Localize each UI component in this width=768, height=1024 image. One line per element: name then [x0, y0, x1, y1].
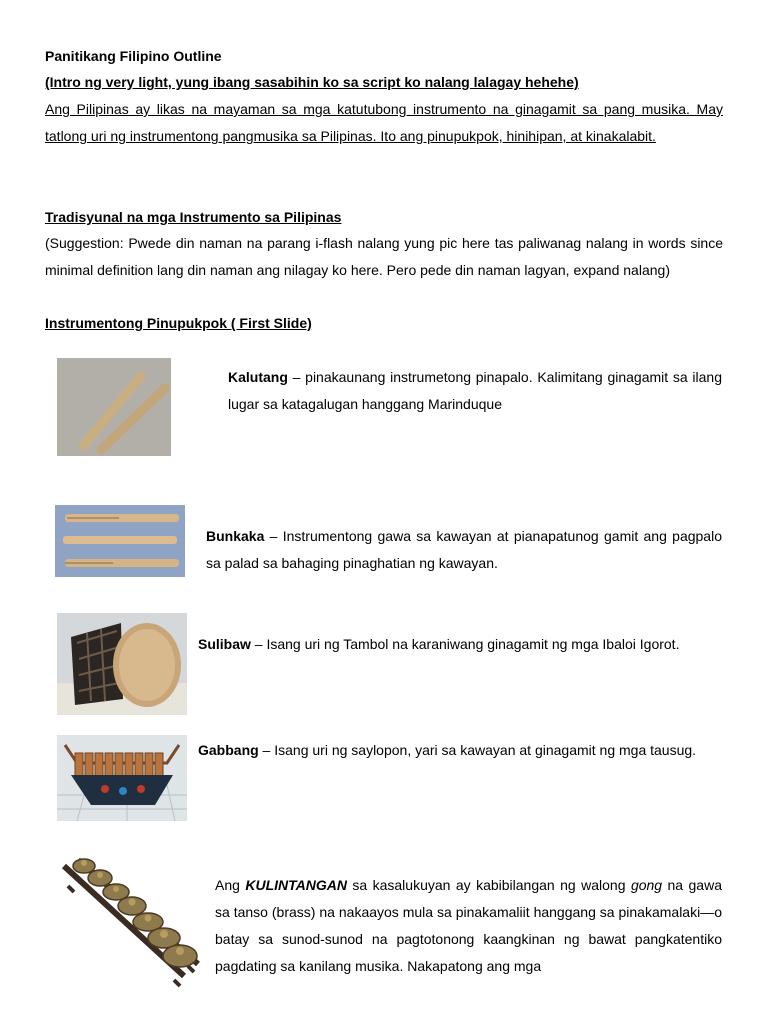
sulibaw-entry — [198, 631, 722, 658]
kalutang-image — [57, 358, 171, 456]
bunkaka-name: Bunkaka — [206, 528, 265, 544]
kulintangan-entry — [215, 872, 722, 980]
gabbang-description: – Isang uri ng saylopon, yari sa kawayan at ginagamit ng mga tausug. — [258, 742, 697, 758]
kulintangan-text-2: na gawa sa tanso (brass) na nakaayos mula sa pinakamaliit hanggang sa pinakamalaki—o batay sa sunod-sunod na pagtotonong kaangkinan ng bawat pangkatentiko pagdating sa kanilang musika. Nakapatong ang mga — [215, 877, 722, 974]
gabbang-entry — [198, 737, 722, 764]
subheading: Instrumentong Pinupukpok ( First Slide) — [45, 315, 312, 331]
sulibaw-description: – Isang uri ng Tambol na karaniwang ginagamit ng mga Ibaloi Igorot. — [250, 636, 680, 652]
gong-word: gong — [630, 877, 663, 893]
bunkaka-entry — [206, 523, 722, 577]
section-heading: Tradisyunal na mga Instrumento sa Pilipinas — [45, 209, 342, 225]
intro-paragraph: Ang Pilipinas ay likas na mayaman sa mga katutubong instrumento na ginagamit sa pang musika. May tatlong uri ng instrumentong pangmusika sa Pilipinas. Ito ang pinupukpok, hinihipan, at kinakalabit. — [45, 101, 723, 144]
kulintangan-name: KULINTANGAN — [245, 877, 347, 893]
bunkaka-description: – Instrumentong gawa sa kawayan at pianapatunog gamit ang pagpalo sa palad sa bahaging pinaghatian ng kawayan. — [206, 528, 722, 571]
kalutang-description: – pinakaunang instrumetong pinapalo. Kalimitang ginagamit sa ilang lugar sa katagalugan hanggang Marinduque — [228, 369, 722, 412]
outline-title: Panitikang Filipino Outline — [45, 48, 222, 64]
sulibaw-name: Sulibaw — [198, 636, 251, 652]
intro-note: (Intro ng very light, yung ibang sasabihin ko sa script ko nalang lalagay hehehe) — [45, 74, 579, 90]
kulintangan-text-1: sa kasalukuyan ay kabibilangan ng walong — [346, 877, 631, 893]
bunkaka-image — [55, 505, 185, 577]
kalutang-entry — [228, 364, 722, 418]
suggestion-paragraph: (Suggestion: Pwede din naman na parang i-flash nalang yung pic here tas paliwanag nalang in words since minimal definition lang din naman ang nilagay ko here. Pero pede din naman lagyan, expand nalang) — [45, 235, 723, 278]
kulintangan-image — [54, 846, 204, 996]
sulibaw-image — [57, 613, 187, 715]
gabbang-image — [57, 735, 187, 821]
kulintangan-prefix: Ang — [215, 877, 246, 893]
kalutang-name: Kalutang — [228, 369, 288, 385]
gabbang-name: Gabbang — [198, 742, 259, 758]
